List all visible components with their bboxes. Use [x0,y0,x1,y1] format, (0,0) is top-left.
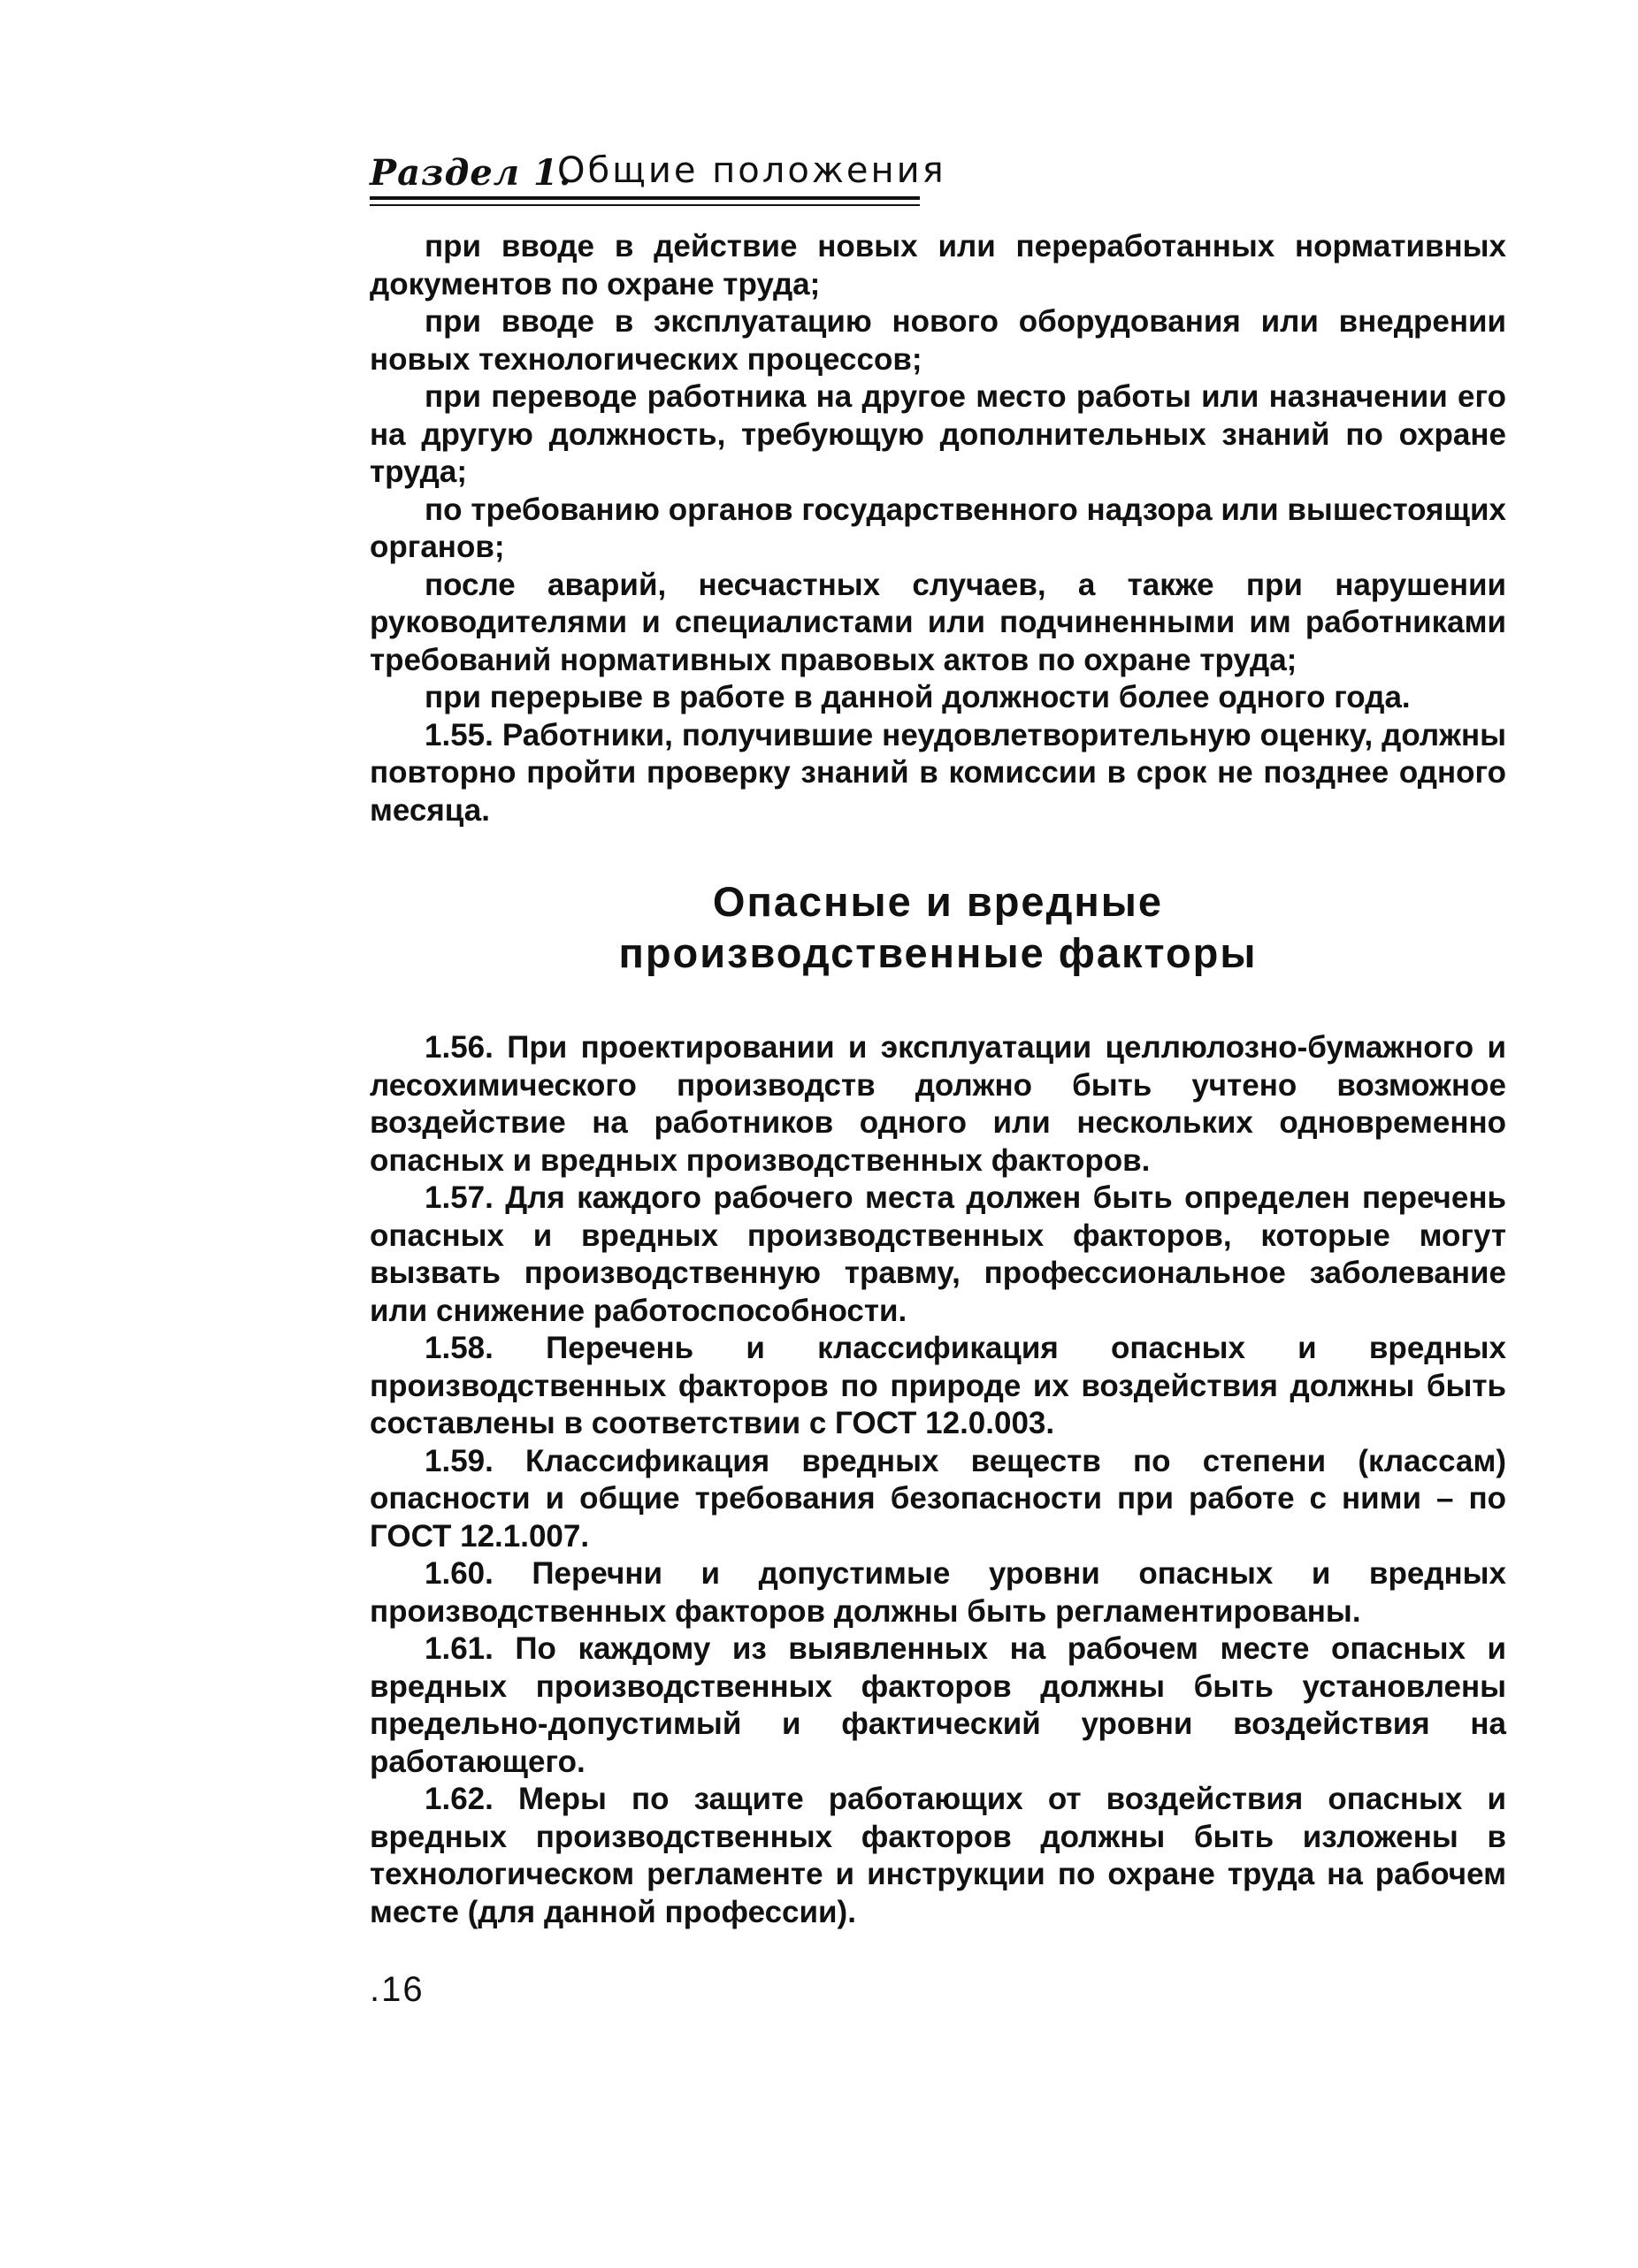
section-heading-line-1: Опасные и вредные [712,878,1164,925]
paragraph-1-57: 1.57. Для каждого рабочего места должен быть определен перечень опасных и вредных производственных факторов, которые могут вызвать производственную травму, профессиональное заболевание или снижение работоспособности. [370,1180,1506,1328]
running-head-section: Раздел 1. [370,152,572,194]
document-page [370,141,1506,1931]
paragraph: при вводе в действие новых или переработанных нормативных документов по охране труда; [370,229,1506,302]
running-head [370,141,1506,210]
section-heading [370,876,1506,979]
paragraph-1-61: 1.61. По каждому из выявленных на рабочем месте опасных и вредных производственных факторов должны быть установлены предельно-допустимый и фактический уровни воздействия на работающего. [370,1631,1506,1779]
header-rule-thin [370,204,920,206]
paragraph: при переводе работника на другое место работы или назначении его на другую должность, требующую дополнительных знаний по охране труда; [370,379,1506,489]
paragraph-1-59: 1.59. Классификация вредных веществ по степени (классам) опасности и общие требования безопасности при работе с ними – по ГОСТ 12.1.007. [370,1443,1506,1554]
paragraph-1-60: 1.60. Перечни и допустимые уровни опасных и вредных производственных факторов должны быть регламентированы. [370,1556,1506,1629]
running-head-title: Общие положения [557,150,946,191]
paragraph: после аварий, несчастных случаев, а также при нарушении руководителями и специалистами или подчиненными им работниками требований нормативных правовых актов по охране труда; [370,567,1506,677]
section-heading-line-2: производственные факторы [618,929,1258,976]
paragraph: при перерыве в работе в данной должности более одного года. [425,680,1411,714]
paragraph: при вводе в эксплуатацию нового оборудования или внедрении новых технологических процессов; [370,304,1506,377]
paragraph: по требованию органов государственного надзора или вышестоящих органов; [370,492,1506,564]
header-rule-thick [370,196,920,200]
paragraph-1-62: 1.62. Меры по защите работающих от воздействия опасных и вредных производственных факторов должны быть изложены в технологическом регламенте и инструкции по охране труда на рабочем месте (для данной профессии). [370,1782,1506,1929]
section-text-block [370,1029,1506,1931]
paragraph-1-55: 1.55. Работники, получившие неудовлетворительную оценку, должны повторно пройти проверку знаний в комиссии в срок не позднее одного месяца. [370,717,1506,828]
paragraph-1-56: 1.56. При проектировании и эксплуатации целлюлозно-бумажного и лесохимического производств должно быть учтено возможное воздействие на работников одного или нескольких одновременно опасных и вредных производственных факторов. [370,1030,1506,1178]
page-number: .16 [370,1970,425,2009]
paragraph-1-58: 1.58. Перечень и классификация опасных и вредных производственных факторов по природе их воздействия должны быть составлены в соответствии с ГОСТ 12.0.003. [370,1331,1506,1440]
intro-text-block [370,228,1506,829]
